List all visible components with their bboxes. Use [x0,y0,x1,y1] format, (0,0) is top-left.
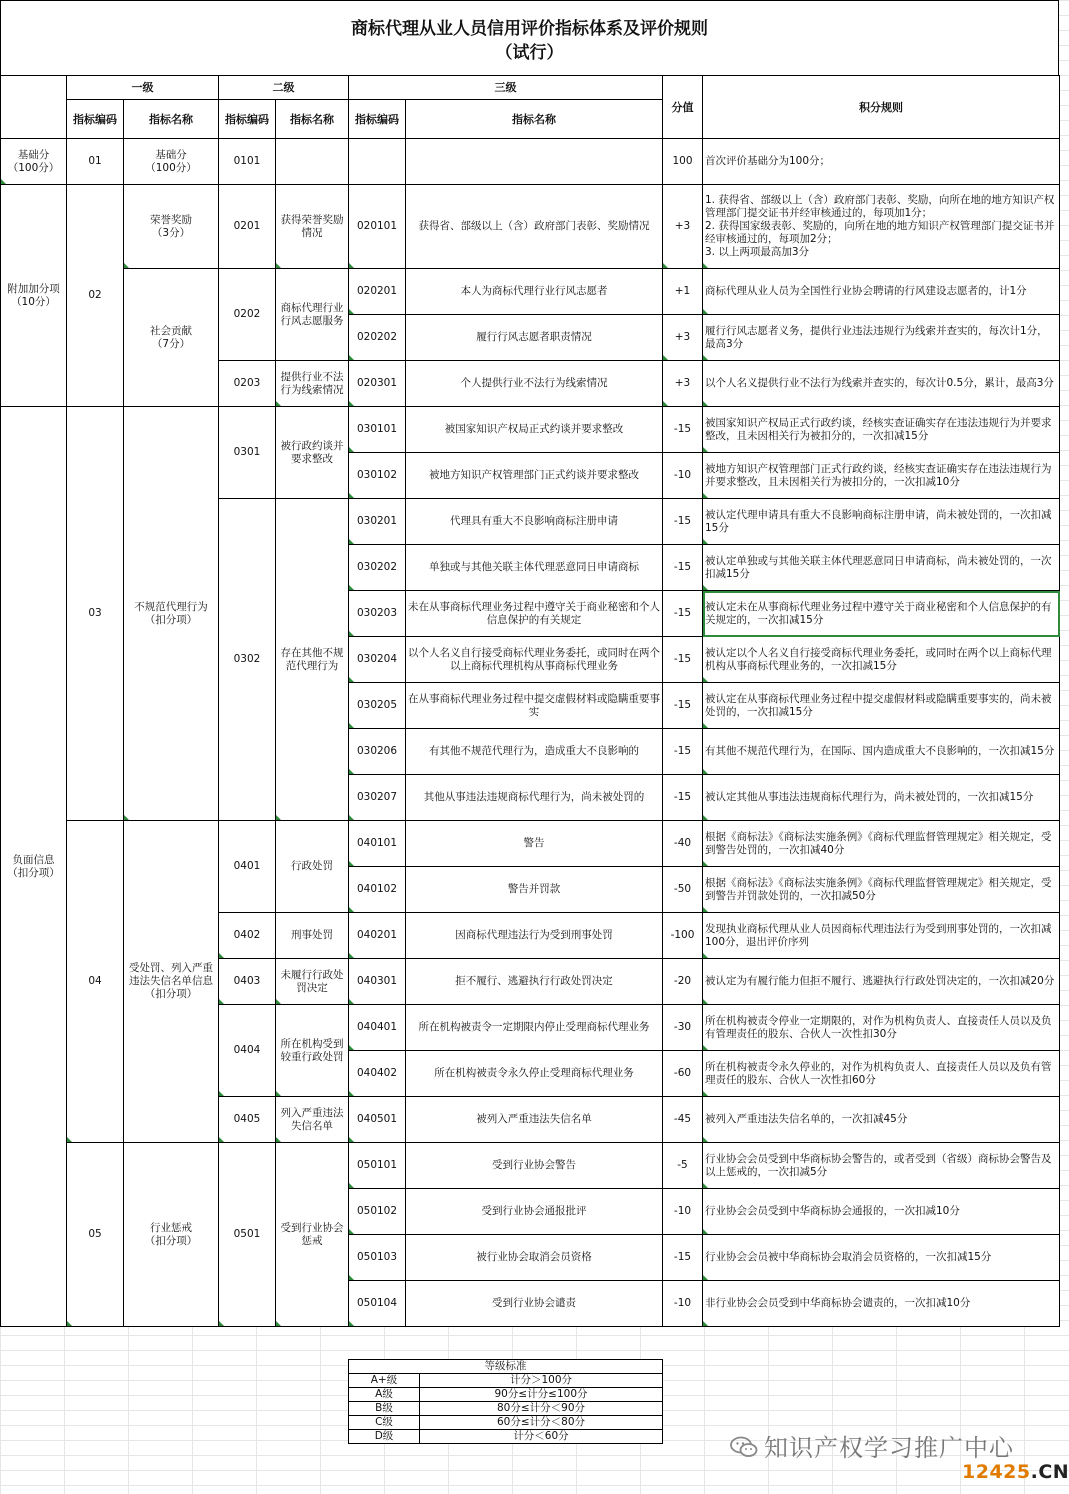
rule-cell: 被认定代理申请具有重大不良影响商标注册申请，尚未被处罚的，一次扣减15分 [703,499,1060,545]
l2-code: 0404 [219,1005,276,1097]
rule-cell: 履行行风志愿者义务，提供行业违法违规行为线索并查实的，每次计1分，最高3分 [703,315,1060,361]
l3-name: 所在机构被责令永久停止受理商标代理业务 [406,1051,663,1097]
l3-name: 受到行业协会谴责 [406,1281,663,1327]
corner-cell [1,76,67,139]
site-logo [962,1461,1069,1483]
score-cell: -15 [663,407,703,453]
rule-cell: 被国家知识产权局正式行政约谈，经核实查证确实存在违法违规行为并要求整改，且未因相关行为被扣分的，一次扣减15分 [703,407,1060,453]
l3-code: 030203 [349,591,406,637]
l3-code: 030202 [349,545,406,591]
l3-code: 050102 [349,1189,406,1235]
l2-name: 提供行业不法行为线索情况 [276,361,349,407]
l3-code: 020202 [349,315,406,361]
l3-code: 040501 [349,1097,406,1143]
l3-name: 被行业协会取消会员资格 [406,1235,663,1281]
score-cell: -15 [663,637,703,683]
l2-name: 行政处罚 [276,821,349,913]
l2-code: 0501 [219,1143,276,1327]
l3-code: 050101 [349,1143,406,1189]
category-basic: 基础分 （100分） [1,139,67,185]
category-negative: 负面信息 （扣分项） [1,407,67,1327]
l1-code: 03 [67,407,124,821]
rule-cell: 行业协会会员受到中华商标协会警告的，或者受到（省级）商标协会警告及以上惩戒的，一次扣减5分 [703,1143,1060,1189]
score-cell: -10 [663,1189,703,1235]
site-logo-number: 12425 [962,1461,1031,1483]
header-name: 指标名称 [124,100,219,139]
site-logo-domain: .CN [1030,1461,1069,1483]
l1-name: 受处罚、列入严重违法失信名单信息 （扣分项） [124,821,219,1143]
l3-code: 040301 [349,959,406,1005]
score-cell: -15 [663,775,703,821]
score-cell: -20 [663,959,703,1005]
l3-name: 被地方知识产权管理部门正式约谈并要求整改 [406,453,663,499]
header-level3: 三级 [349,76,663,100]
rule-cell: 被认定以个人名义自行接受商标代理业务委托，或同时在两个以上商标代理机构从事商标代理业务的，一次扣减15分 [703,637,1060,683]
l2-code: 0202 [219,269,276,361]
l3-code: 050104 [349,1281,406,1327]
l3-code: 030206 [349,729,406,775]
l2-name: 商标代理行业行风志愿服务 [276,269,349,361]
l2-code: 0101 [219,139,276,185]
l1-name: 不规范代理行为 （扣分项） [124,407,219,821]
score-cell: +1 [663,269,703,315]
score-cell: -15 [663,683,703,729]
rule-cell: 所在机构被责令永久停业的，对作为机构负责人、直接责任人员以及负有管理责任的股东、合伙人一次性扣60分 [703,1051,1060,1097]
score-cell: +3 [663,315,703,361]
l3-code: 020201 [349,269,406,315]
score-cell: -15 [663,545,703,591]
title-line2: （试行） [495,43,564,63]
l3-code: 040201 [349,913,406,959]
grade-range: 80分≤计分＜90分 [420,1402,663,1416]
rule-cell: 被认定在从事商标代理业务过程中提交虚假材料或隐瞒重要事实的，尚未被处罚的，一次扣减15分 [703,683,1060,729]
l3-code: 040401 [349,1005,406,1051]
rule-cell: 首次评价基础分为100分； [703,139,1060,185]
l3-code: 030204 [349,637,406,683]
l2-name: 被行政约谈并要求整改 [276,407,349,499]
l3-code: 020301 [349,361,406,407]
grade-range: 90分≤计分≤100分 [420,1388,663,1402]
l2-name: 受到行业协会惩戒 [276,1143,349,1327]
header-rule: 积分规则 [703,76,1060,139]
l2-code: 0401 [219,821,276,913]
l3-name [406,139,663,185]
rule-cell: 所在机构被责令停业一定期限的，对作为机构负责人、直接责任人员以及负有管理责任的股东、合伙人一次性扣30分 [703,1005,1060,1051]
l3-code: 040102 [349,867,406,913]
l2-code: 0201 [219,185,276,269]
l3-code [349,139,406,185]
rule-cell: 被列入严重违法失信名单的，一次扣减45分 [703,1097,1060,1143]
l2-name: 所在机构受到较重行政处罚 [276,1005,349,1097]
l3-name: 警告 [406,821,663,867]
l3-code: 040402 [349,1051,406,1097]
l2-code: 0302 [219,499,276,821]
l3-code: 030205 [349,683,406,729]
rule-cell: 有其他不规范代理行为，在国际、国内造成重大不良影响的，一次扣减15分 [703,729,1060,775]
grade-range: 计分＞100分 [420,1374,663,1388]
l2-code: 0301 [219,407,276,499]
rule-cell: 被认定为有履行能力但拒不履行、逃避执行行政处罚决定的，一次扣减20分 [703,959,1060,1005]
l2-code: 0403 [219,959,276,1005]
l3-name: 个人提供行业不法行为线索情况 [406,361,663,407]
l2-code: 0405 [219,1097,276,1143]
score-cell: -15 [663,1235,703,1281]
header-name: 指标名称 [276,100,349,139]
header-name: 指标名称 [406,100,663,139]
l3-name: 本人为商标代理行业行风志愿者 [406,269,663,315]
rule-cell: 行业协会会员受到中华商标协会通报的，一次扣减10分 [703,1189,1060,1235]
rule-cell: 根据《商标法》《商标法实施条例》《商标代理监督管理规定》相关规定，受到警告并罚款处罚的，一次扣减50分 [703,867,1060,913]
indicator-table [0,75,1060,1327]
l3-name: 被列入严重违法失信名单 [406,1097,663,1143]
l3-name: 履行行风志愿者职责情况 [406,315,663,361]
category-bonus: 附加加分项 （10分） [1,185,67,407]
score-cell: -45 [663,1097,703,1143]
l3-name: 警告并罚款 [406,867,663,913]
grade-table-title: 等级标准 [349,1360,663,1374]
rule-cell: 非行业协会会员受到中华商标协会谴责的，一次扣减10分 [703,1281,1060,1327]
l1-code: 04 [67,821,124,1143]
l3-name: 因商标代理违法行为受到刑事处罚 [406,913,663,959]
rule-cell: 被认定其他从事违法违规商标代理行为，尚未被处罚的，一次扣减15分 [703,775,1060,821]
l3-name: 有其他不规范代理行为，造成重大不良影响的 [406,729,663,775]
header-code: 指标编码 [67,100,124,139]
score-cell: -100 [663,913,703,959]
rule-cell: 商标代理从业人员为全国性行业协会聘请的行风建设志愿者的，计1分 [703,269,1060,315]
l3-name: 拒不履行、逃避执行行政处罚决定 [406,959,663,1005]
grade-label: C级 [349,1416,420,1430]
score-cell: -30 [663,1005,703,1051]
header-code: 指标编码 [219,100,276,139]
wechat-icon [730,1436,758,1458]
l1-name: 行业惩戒 （扣分项） [124,1143,219,1327]
l3-code: 030102 [349,453,406,499]
l2-name: 存在其他不规范代理行为 [276,499,349,821]
l1-code: 05 [67,1143,124,1327]
l2-name [276,139,349,185]
score-cell: 100 [663,139,703,185]
score-cell: -10 [663,1281,703,1327]
grade-label: B级 [349,1402,420,1416]
l2-code: 0203 [219,361,276,407]
l3-name: 以个人名义自行接受商标代理业务委托，或同时在两个以上商标代理机构从事商标代理业务 [406,637,663,683]
l3-code: 030207 [349,775,406,821]
title-line1: 商标代理从业人员信用评价指标体系及评价规则 [351,19,708,39]
header-level1: 一级 [67,76,219,100]
l3-name: 其他从事违法违规商标代理行为，尚未被处罚的 [406,775,663,821]
l3-code: 030201 [349,499,406,545]
grade-label: A级 [349,1388,420,1402]
l1-name: 荣誉奖励 （3分） [124,185,219,269]
grade-label: A+级 [349,1374,420,1388]
rule-cell: 以个人名义提供行业不法行为线索并查实的，每次计0.5分，累计，最高3分 [703,361,1060,407]
l1-name: 基础分 （100分） [124,139,219,185]
l3-name: 所在机构被责令一定期限内停止受理商标代理业务 [406,1005,663,1051]
l3-code: 040101 [349,821,406,867]
score-cell: -15 [663,499,703,545]
rule-cell: 被地方知识产权管理部门正式行政约谈，经核实查证确实存在违法违规行为并要求整改，且未因相关行为被扣分的，一次扣减10分 [703,453,1060,499]
l2-name: 刑事处罚 [276,913,349,959]
l2-code: 0402 [219,913,276,959]
watermark [730,1428,1014,1463]
watermark-text: 知识产权学习推广中心 [764,1434,1014,1462]
score-cell: +3 [663,185,703,269]
l3-code: 050103 [349,1235,406,1281]
score-cell: +3 [663,361,703,407]
sheet-title [0,0,1059,75]
header-code: 指标编码 [349,100,406,139]
l3-name: 被国家知识产权局正式约谈并要求整改 [406,407,663,453]
l2-name: 未履行行政处罚决定 [276,959,349,1005]
l3-name: 获得省、部级以上（含）政府部门表彰、奖励情况 [406,185,663,269]
l2-name: 获得荣誉奖励情况 [276,185,349,269]
l3-name: 单独或与其他关联主体代理恶意同日申请商标 [406,545,663,591]
l3-name: 在从事商标代理业务过程中提交虚假材料或隐瞒重要事实 [406,683,663,729]
header-level2: 二级 [219,76,349,100]
rule-cell: 1. 获得省、部级以上（含）政府部门表彰、奖励，向所在地的地方知识产权管理部门提交证书并经审核通过的，每项加1分； 2. 获得国家级表彰、奖励的，向所在地的地方知识产权管理部门提交证书并经审核通过的，每项加2分； 3. 以上两项最高加3分 [703,185,1060,269]
score-cell: -60 [663,1051,703,1097]
rule-cell: 行业协会会员被中华商标协会取消会员资格的，一次扣减15分 [703,1235,1060,1281]
score-cell: -15 [663,591,703,637]
score-cell: -40 [663,821,703,867]
l2-name: 列入严重违法失信名单 [276,1097,349,1143]
header-score: 分值 [663,76,703,139]
grade-label: D级 [349,1430,420,1444]
l1-code: 01 [67,139,124,185]
l3-code: 020101 [349,185,406,269]
rule-cell-selected[interactable]: 被认定未在从事商标代理业务过程中遵守关于商业秘密和个人信息保护的有关规定的，一次扣减15分 [703,591,1060,637]
rule-cell: 发现执业商标代理从业人员因商标代理违法行为受到刑事处罚的，一次扣减100分，退出评价序列 [703,913,1060,959]
grade-range: 60分≤计分＜80分 [420,1416,663,1430]
l1-name: 社会贡献 （7分） [124,269,219,407]
score-cell: -10 [663,453,703,499]
rule-cell: 被认定单独或与其他关联主体代理恶意同日申请商标，尚未被处罚的，一次扣减15分 [703,545,1060,591]
grade-range: 计分＜60分 [420,1430,663,1444]
l3-name: 受到行业协会警告 [406,1143,663,1189]
l3-name: 代理具有重大不良影响商标注册申请 [406,499,663,545]
l1-code: 02 [67,185,124,407]
score-cell: -15 [663,729,703,775]
rule-cell: 根据《商标法》《商标法实施条例》《商标代理监督管理规定》相关规定，受到警告处罚的，一次扣减40分 [703,821,1060,867]
score-cell: -50 [663,867,703,913]
score-cell: -5 [663,1143,703,1189]
l3-name: 未在从事商标代理业务过程中遵守关于商业秘密和个人信息保护的有关规定 [406,591,663,637]
l3-name: 受到行业协会通报批评 [406,1189,663,1235]
grade-standard-table [348,1359,663,1444]
l3-code: 030101 [349,407,406,453]
